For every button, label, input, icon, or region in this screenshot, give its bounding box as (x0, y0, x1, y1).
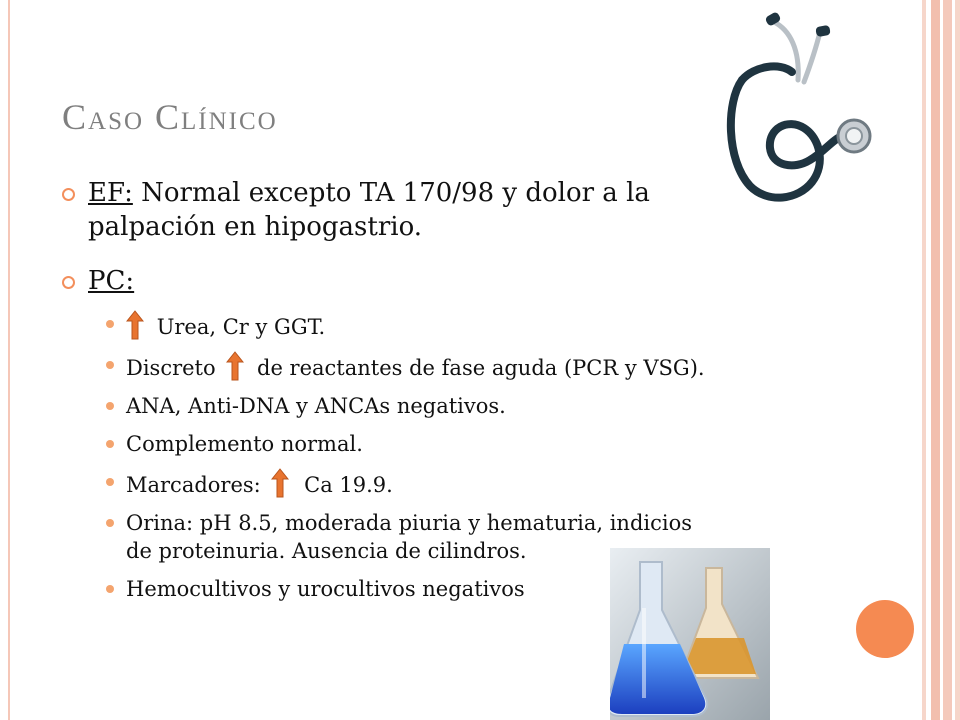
orange-circle-decoration (856, 600, 914, 658)
sub-item-text: Discreto (126, 356, 216, 380)
up-arrow-icon (271, 468, 289, 498)
ef-text: Normal excepto TA 170/98 y dolor a la (132, 178, 650, 208)
sub-item-reactantes (62, 351, 822, 382)
sub-item-complemento (62, 430, 822, 458)
bullet-ring-icon (62, 188, 75, 201)
up-arrow-icon (126, 310, 144, 340)
left-border-line (8, 0, 10, 720)
up-arrow-icon (226, 351, 244, 381)
sub-item-urea (62, 310, 822, 341)
bullet-dot-icon (106, 320, 114, 328)
sub-item-text: de reactantes de fase aguda (PCR y VSG). (257, 356, 705, 380)
bullet-dot-icon (106, 585, 114, 593)
list-item-ef (62, 176, 822, 244)
slide-title: Caso Clínico (62, 97, 278, 137)
sub-item-text: Orina: pH 8.5, moderada piuria y hematuria, indicios (126, 511, 693, 535)
sub-item-text: Urea, Cr y GGT. (156, 315, 326, 339)
sub-item-text: Complemento normal. (126, 432, 363, 456)
list-item-pc (62, 264, 822, 298)
bullet-dot-icon (106, 402, 114, 410)
bullet-dot-icon (106, 478, 114, 486)
bullet-ring-icon (62, 276, 75, 289)
bullet-dot-icon (106, 519, 114, 527)
sub-item-text: ANA, Anti-DNA y ANCAs negativos. (126, 394, 506, 418)
sub-item-text: Marcadores: (126, 473, 261, 497)
bullet-dot-icon (106, 361, 114, 369)
pc-label: PC: (88, 266, 135, 296)
sub-item-ana (62, 392, 822, 420)
sub-item-marcadores (62, 468, 822, 499)
sub-item-text: Hemocultivos y urocultivos negativos (126, 577, 525, 601)
sub-item-text: Ca 19.9. (304, 473, 393, 497)
flask-photo (610, 548, 770, 720)
ef-text-line2: palpación en hipogastrio. (88, 212, 423, 242)
ef-label: EF: (88, 178, 133, 208)
bullet-dot-icon (106, 440, 114, 448)
right-decorative-band (918, 0, 960, 720)
sub-item-text-line2: de proteinuria. Ausencia de cilindros. (126, 539, 527, 563)
